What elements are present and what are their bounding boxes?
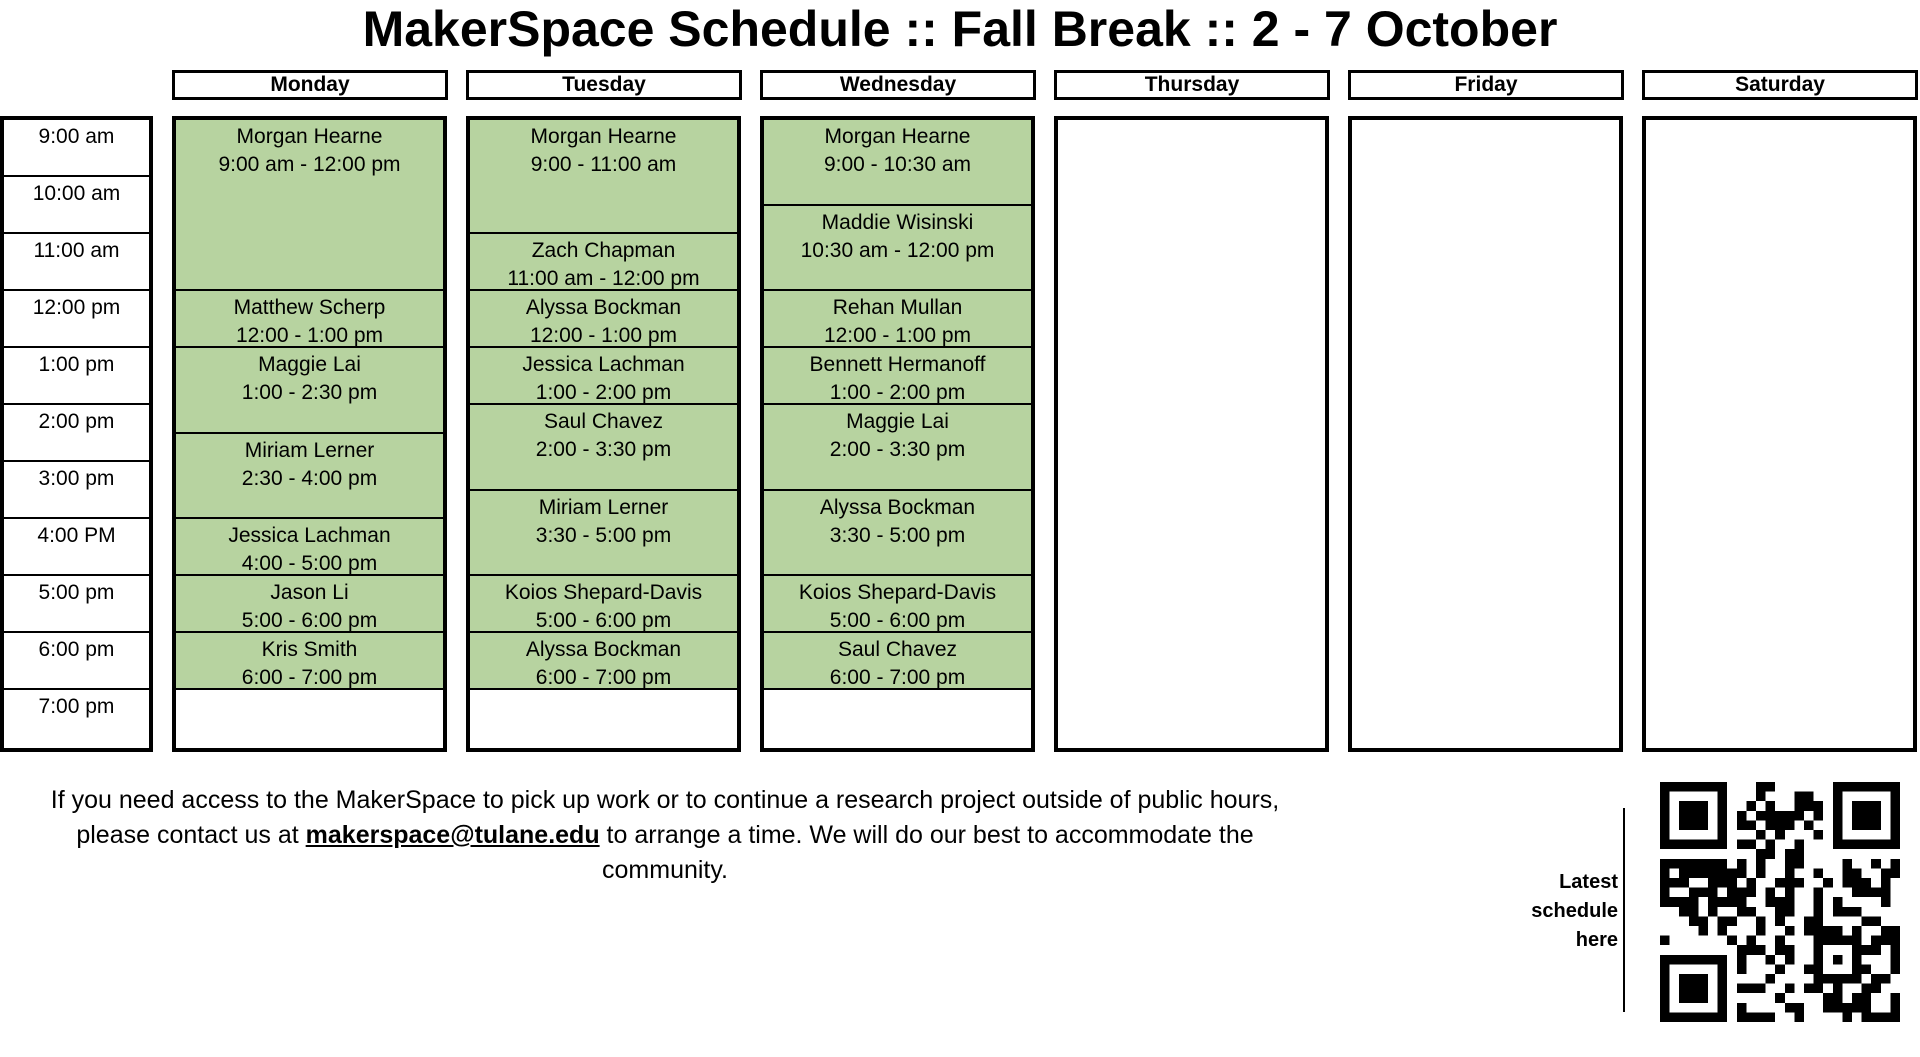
shift-block <box>764 633 1031 690</box>
day-header-friday: Friday <box>1348 70 1624 100</box>
qr-label-line: schedule <box>1531 900 1618 922</box>
shift-block <box>176 120 443 291</box>
shift-block <box>764 206 1031 292</box>
shift-block <box>470 405 737 491</box>
shift-time: 2:30 - 4:00 pm <box>241 466 378 490</box>
day-column-thursday <box>1054 116 1329 752</box>
shift-block <box>176 519 443 576</box>
day-header-tuesday: Tuesday <box>466 70 742 100</box>
shift-block <box>176 291 443 348</box>
day-header-monday: Monday <box>172 70 448 100</box>
access-note-line <box>0 818 1330 853</box>
shift-block <box>764 405 1031 491</box>
shift-name: Morgan Hearne <box>530 125 677 148</box>
shift-name: Morgan Hearne <box>236 125 383 148</box>
qr-label <box>1490 868 1618 955</box>
shift-block <box>176 434 443 520</box>
shift-name: Zach Chapman <box>531 239 676 262</box>
shift-block <box>176 633 443 690</box>
day-column-saturday <box>1642 116 1917 752</box>
shift-time: 9:00 - 11:00 am <box>530 153 677 176</box>
access-note-line: community. <box>602 856 728 884</box>
shift-time: 2:00 - 3:30 pm <box>535 438 672 461</box>
qr-code-icon[interactable] <box>1660 782 1900 1022</box>
time-slot: 6:00 pm <box>4 633 149 690</box>
time-slot: 4:00 PM <box>4 519 149 576</box>
time-slot: 11:00 am <box>4 234 149 291</box>
shift-time: 6:00 - 7:00 pm <box>241 666 378 689</box>
shift-time: 9:00 am - 12:00 pm <box>218 153 401 176</box>
shift-time: 5:00 - 6:00 pm <box>535 609 672 632</box>
page-title: MakerSpace Schedule :: Fall Break :: 2 - 7 October <box>362 1 1558 57</box>
shift-block <box>764 576 1031 633</box>
shift-time: 12:00 - 1:00 pm <box>529 324 678 347</box>
shift-block <box>764 348 1031 405</box>
shift-name: Jessica Lachman <box>228 524 391 547</box>
shift-time: 3:30 - 5:00 pm <box>535 523 672 547</box>
shift-name: Saul Chavez <box>543 410 664 433</box>
shift-time: 11:00 am - 12:00 pm <box>507 267 700 290</box>
qr-divider <box>1623 808 1625 1012</box>
contact-email-link[interactable]: makerspace@tulane.edu <box>305 821 600 849</box>
shift-name: Miriam Lerner <box>538 495 669 519</box>
shift-time: 4:00 - 5:00 pm <box>241 552 378 575</box>
access-note <box>0 783 1330 888</box>
time-slot: 2:00 pm <box>4 405 149 462</box>
day-column-friday <box>1348 116 1623 752</box>
access-note-text: to arrange a time. We will do our best to accommodate the <box>599 821 1254 849</box>
shift-block <box>764 291 1031 348</box>
shift-block <box>470 120 737 234</box>
day-header-saturday: Saturday <box>1642 70 1918 100</box>
shift-time: 2:00 - 3:30 pm <box>829 438 966 461</box>
shift-name: Matthew Scherp <box>233 296 386 319</box>
shift-time: 1:00 - 2:00 pm <box>829 381 966 404</box>
shift-name: Alyssa Bockman <box>819 495 976 519</box>
shift-name: Koios Shepard-Davis <box>798 581 997 604</box>
shift-name: Alyssa Bockman <box>525 296 682 319</box>
shift-time: 1:00 - 2:30 pm <box>241 381 378 404</box>
qr-label-line: Latest <box>1559 871 1618 893</box>
shift-block <box>470 291 737 348</box>
shift-time: 6:00 - 7:00 pm <box>535 666 672 689</box>
shift-name: Saul Chavez <box>837 638 958 661</box>
day-column-monday <box>172 116 447 752</box>
time-column <box>0 116 153 752</box>
shift-time: 5:00 - 6:00 pm <box>241 609 378 632</box>
shift-name: Bennett Hermanoff <box>809 353 986 376</box>
shift-block <box>470 491 737 577</box>
shift-time: 5:00 - 6:00 pm <box>829 609 966 632</box>
shift-block <box>470 234 737 291</box>
shift-time: 3:30 - 5:00 pm <box>829 523 966 547</box>
shift-block <box>764 120 1031 206</box>
day-header-wednesday: Wednesday <box>760 70 1036 100</box>
access-note-text: please contact us at <box>76 821 306 849</box>
access-note-line: If you need access to the MakerSpace to pick up work or to continue a research project outside of public hours, <box>50 786 1280 814</box>
day-column-tuesday <box>466 116 741 752</box>
shift-name: Maggie Lai <box>258 353 361 376</box>
day-header-thursday: Thursday <box>1054 70 1330 100</box>
shift-name: Miriam Lerner <box>244 438 375 462</box>
shift-time: 6:00 - 7:00 pm <box>829 666 966 689</box>
shift-name: Morgan Hearne <box>824 125 971 148</box>
time-slot: 3:00 pm <box>4 462 149 519</box>
time-slot: 1:00 pm <box>4 348 149 405</box>
shift-time: 12:00 - 1:00 pm <box>823 324 972 347</box>
shift-block <box>470 633 737 690</box>
shift-name: Alyssa Bockman <box>525 638 682 661</box>
time-slot: 12:00 pm <box>4 291 149 348</box>
shift-block <box>764 491 1031 577</box>
shift-name: Maggie Lai <box>846 410 949 433</box>
shift-block <box>470 576 737 633</box>
time-slot: 7:00 pm <box>38 695 115 718</box>
qr-label-line: here <box>1575 929 1618 951</box>
shift-time: 10:30 am - 12:00 pm <box>800 238 995 262</box>
shift-name: Maddie Wisinski <box>821 210 974 234</box>
shift-block <box>176 576 443 633</box>
time-slot: 10:00 am <box>4 177 149 234</box>
shift-time: 1:00 - 2:00 pm <box>535 381 672 404</box>
shift-block <box>470 348 737 405</box>
shift-name: Koios Shepard-Davis <box>504 581 703 604</box>
shift-time: 9:00 - 10:30 am <box>823 153 972 176</box>
time-slot: 9:00 am <box>4 120 149 177</box>
shift-time: 12:00 - 1:00 pm <box>235 324 384 347</box>
day-column-wednesday <box>760 116 1035 752</box>
shift-name: Jason Li <box>270 581 349 604</box>
shift-name: Kris Smith <box>261 638 358 661</box>
time-slot: 5:00 pm <box>4 576 149 633</box>
shift-name: Jessica Lachman <box>522 353 685 376</box>
shift-name: Rehan Mullan <box>832 296 963 319</box>
shift-block <box>176 348 443 434</box>
